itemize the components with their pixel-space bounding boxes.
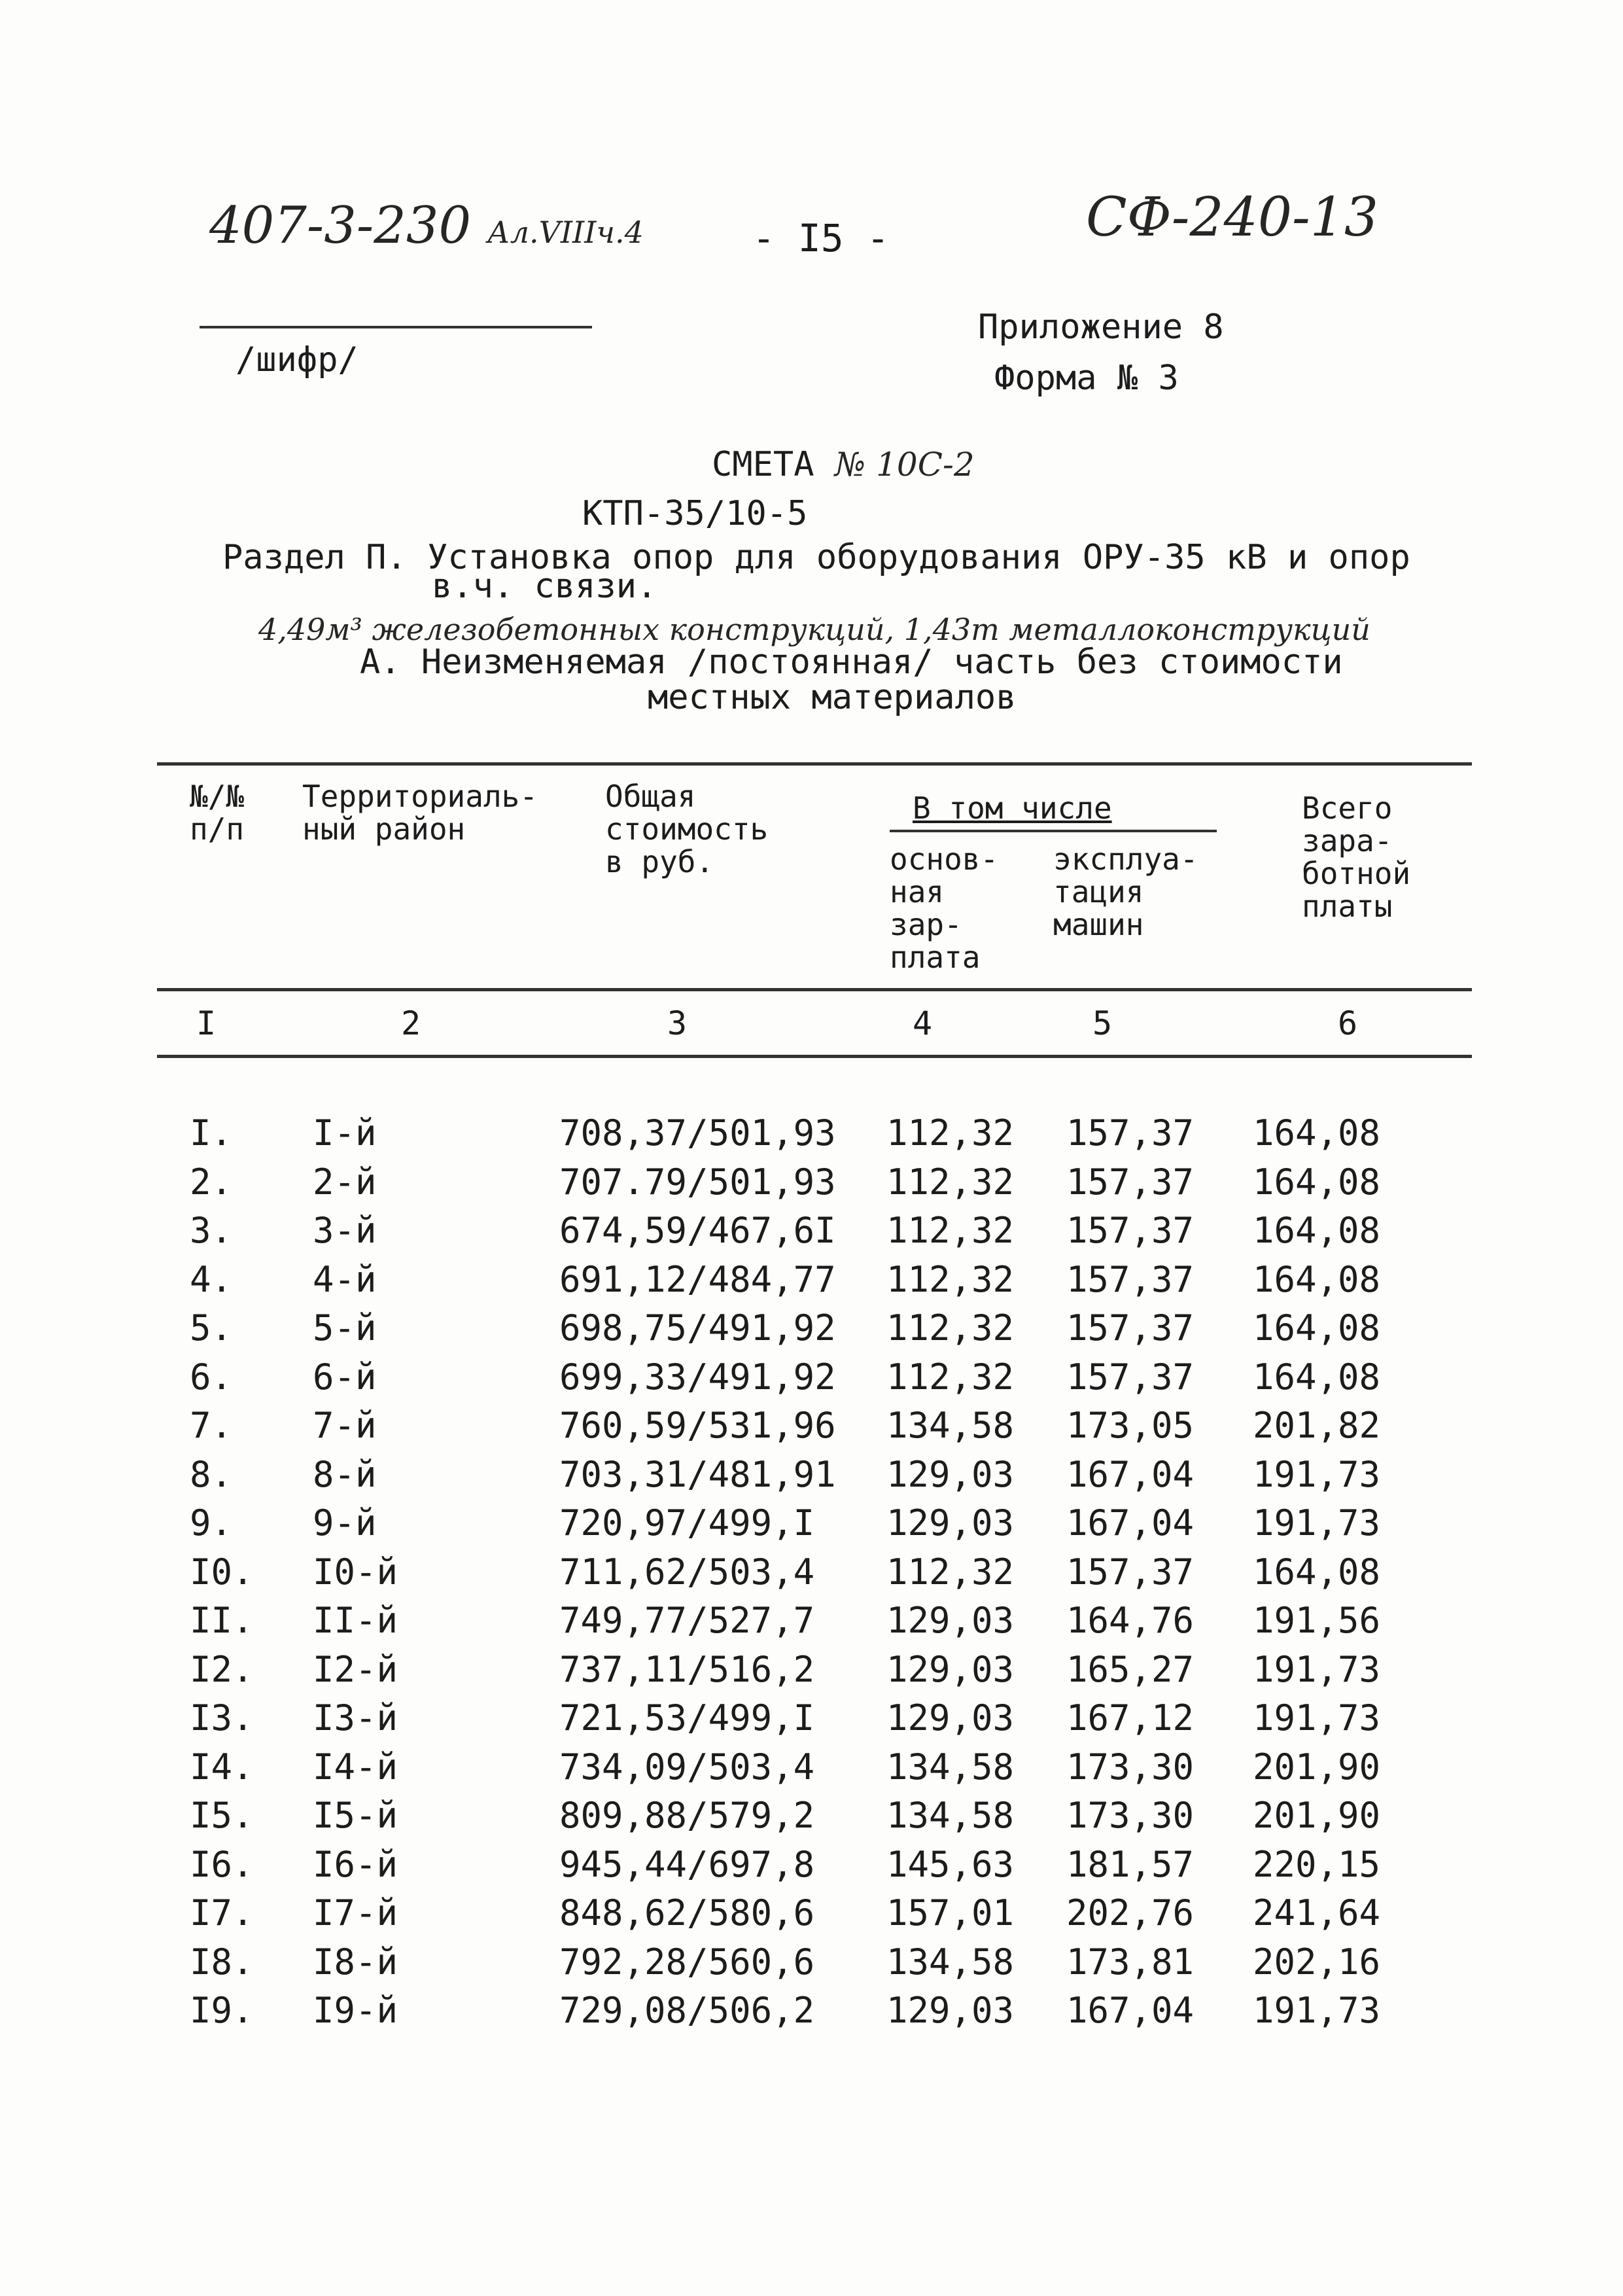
- cell-total-cost: 792,28/560,6: [559, 1941, 815, 1983]
- cell-row-number: 8.: [190, 1453, 233, 1495]
- cell-base-wage: 112,32: [886, 1161, 1015, 1203]
- cell-row-number: I.: [190, 1112, 233, 1154]
- cell-total-cost: 734,09/503,4: [559, 1746, 815, 1788]
- cell-row-number: I3.: [190, 1697, 254, 1739]
- cell-machine-operation: 173,30: [1066, 1746, 1195, 1788]
- cell-total-wage: 164,08: [1253, 1210, 1381, 1251]
- cell-row-number: I5.: [190, 1795, 254, 1836]
- cell-total-cost: 707.79/501,93: [559, 1161, 836, 1203]
- header-col-3: Общая стоимость в руб.: [605, 779, 769, 879]
- cell-machine-operation: 165,27: [1066, 1648, 1195, 1690]
- cell-region: I0-й: [313, 1551, 398, 1593]
- table-row: [0, 1697, 1623, 1746]
- estimate-number: № 10С-2: [834, 446, 975, 484]
- cell-base-wage: 112,32: [886, 1356, 1015, 1398]
- cell-total-wage: 164,08: [1253, 1551, 1381, 1593]
- cell-total-cost: 703,31/481,91: [559, 1453, 836, 1495]
- cell-total-cost: 729,08/506,2: [559, 1990, 815, 2031]
- cell-total-wage: 191,73: [1253, 1453, 1381, 1495]
- cell-region: 3-й: [313, 1210, 377, 1251]
- table-row: [0, 1551, 1623, 1600]
- cell-machine-operation: 157,37: [1066, 1551, 1195, 1593]
- cell-row-number: I2.: [190, 1648, 254, 1690]
- cell-base-wage: 129,03: [886, 1453, 1015, 1495]
- cell-base-wage: 129,03: [886, 1697, 1015, 1739]
- table-row: [0, 1210, 1623, 1258]
- header-col-1: №/№ п/п: [190, 779, 245, 847]
- cell-machine-operation: 167,04: [1066, 1453, 1195, 1495]
- header-group-underline: [890, 830, 1217, 832]
- cell-total-wage: 191,73: [1253, 1648, 1381, 1690]
- cell-machine-operation: 167,04: [1066, 1990, 1195, 2031]
- cell-total-wage: 164,08: [1253, 1307, 1381, 1349]
- cell-row-number: 6.: [190, 1356, 233, 1398]
- column-number-1: I: [196, 1004, 217, 1042]
- appendix-label: Приложение 8: [978, 308, 1224, 347]
- table-top-rule: [157, 762, 1472, 766]
- cell-base-wage: 145,63: [886, 1843, 1015, 1885]
- table-row: [0, 1746, 1623, 1795]
- cell-total-wage: 191,73: [1253, 1697, 1381, 1739]
- cell-total-cost: 720,97/499,I: [559, 1502, 815, 1544]
- estimate-title: [712, 445, 975, 484]
- cell-row-number: II.: [190, 1600, 254, 1641]
- cell-region: 5-й: [313, 1307, 377, 1349]
- shifr-underline: [200, 326, 592, 328]
- cell-machine-operation: 181,57: [1066, 1843, 1195, 1885]
- cell-total-cost: 691,12/484,77: [559, 1258, 836, 1300]
- object-code: КТП-35/10-5: [582, 494, 808, 533]
- column-numbers-rule: [157, 1055, 1472, 1058]
- table-row: [0, 1307, 1623, 1356]
- cell-total-wage: 191,73: [1253, 1502, 1381, 1544]
- cell-total-cost: 674,59/467,6I: [559, 1210, 836, 1251]
- table-row: [0, 1990, 1623, 2038]
- cell-row-number: 3.: [190, 1210, 233, 1251]
- column-number-4: 4: [913, 1004, 933, 1042]
- cell-region: I7-й: [313, 1892, 398, 1934]
- table-row: [0, 1502, 1623, 1551]
- table-row: [0, 1844, 1623, 1892]
- code-left-sub: Ал.VIIIч.4: [487, 215, 644, 250]
- cell-machine-operation: 202,76: [1066, 1892, 1195, 1934]
- cell-base-wage: 112,32: [886, 1210, 1015, 1251]
- part-heading: [360, 645, 1343, 715]
- cell-total-wage: 191,56: [1253, 1600, 1381, 1641]
- form-label: Форма № 3: [994, 359, 1179, 398]
- cell-region: II-й: [313, 1600, 398, 1641]
- cell-total-wage: 191,73: [1253, 1990, 1381, 2031]
- cell-total-wage: 201,90: [1253, 1746, 1381, 1788]
- cell-row-number: I0.: [190, 1551, 254, 1593]
- cell-row-number: I9.: [190, 1990, 254, 2031]
- cell-base-wage: 129,03: [886, 1502, 1015, 1544]
- cell-region: I9-й: [313, 1990, 398, 2031]
- cell-machine-operation: 173,05: [1066, 1405, 1195, 1446]
- cell-total-cost: 737,11/516,2: [559, 1648, 815, 1690]
- cell-row-number: 2.: [190, 1161, 233, 1203]
- cell-base-wage: 134,58: [886, 1941, 1015, 1983]
- cell-total-wage: 164,08: [1253, 1356, 1381, 1398]
- cell-row-number: 4.: [190, 1258, 233, 1300]
- table-row: [0, 1941, 1623, 1990]
- header-col-5: эксплуа- тация машин: [1053, 841, 1198, 942]
- header-col-4: основ- ная зар- плата: [890, 841, 999, 975]
- table-row: [0, 1649, 1623, 1697]
- header-col-6: Всего зара- ботной платы: [1302, 790, 1411, 924]
- cell-total-cost: 809,88/579,2: [559, 1795, 815, 1836]
- part-line-1: А. Неизменяемая /постоянная/ часть без стоимости: [360, 643, 1343, 682]
- cell-machine-operation: 157,37: [1066, 1258, 1195, 1300]
- cell-base-wage: 112,32: [886, 1551, 1015, 1593]
- cell-total-wage: 164,08: [1253, 1161, 1381, 1203]
- cell-base-wage: 134,58: [886, 1746, 1015, 1788]
- cell-region: 6-й: [313, 1356, 377, 1398]
- cell-region: I8-й: [313, 1941, 398, 1983]
- cell-total-wage: 202,16: [1253, 1941, 1381, 1983]
- column-number-3: 3: [667, 1004, 688, 1042]
- cell-total-wage: 201,82: [1253, 1405, 1381, 1446]
- cell-base-wage: 134,58: [886, 1405, 1015, 1446]
- cell-machine-operation: 157,37: [1066, 1356, 1195, 1398]
- cell-region: I6-й: [313, 1843, 398, 1885]
- cell-base-wage: 134,58: [886, 1795, 1015, 1836]
- document-code-right: СФ-240-13: [1086, 186, 1379, 249]
- table-row: [0, 1405, 1623, 1453]
- cell-total-cost: 749,77/527,7: [559, 1600, 815, 1641]
- cell-machine-operation: 173,81: [1066, 1941, 1195, 1983]
- cell-total-cost: 848,62/580,6: [559, 1892, 815, 1934]
- cell-base-wage: 129,03: [886, 1600, 1015, 1641]
- table-row: [0, 1259, 1623, 1307]
- cell-total-wage: 220,15: [1253, 1843, 1381, 1885]
- cell-base-wage: 129,03: [886, 1990, 1015, 2031]
- cell-machine-operation: 157,37: [1066, 1307, 1195, 1349]
- table-row: [0, 1892, 1623, 1941]
- cell-total-cost: 760,59/531,96: [559, 1405, 836, 1446]
- cell-region: I5-й: [313, 1795, 398, 1836]
- table-row: [0, 1356, 1623, 1405]
- shifr-label: /шифр/: [236, 340, 358, 380]
- part-line-2: местных материалов: [648, 678, 1017, 717]
- cell-region: I-й: [313, 1112, 377, 1154]
- column-number-2: 2: [401, 1004, 421, 1042]
- cell-region: 9-й: [313, 1502, 377, 1544]
- cell-row-number: 7.: [190, 1405, 233, 1446]
- cell-region: 7-й: [313, 1405, 377, 1446]
- table-row: [0, 1161, 1623, 1210]
- cell-base-wage: 129,03: [886, 1648, 1015, 1690]
- cell-region: I2-й: [313, 1648, 398, 1690]
- cell-base-wage: 112,32: [886, 1307, 1015, 1349]
- cell-machine-operation: 167,12: [1066, 1697, 1195, 1739]
- cell-total-cost: 698,75/491,92: [559, 1307, 836, 1349]
- table-row: [0, 1112, 1623, 1161]
- cell-region: 4-й: [313, 1258, 377, 1300]
- header-bottom-rule: [157, 988, 1472, 991]
- cell-machine-operation: 157,37: [1066, 1210, 1195, 1251]
- estimate-word: СМЕТА: [712, 445, 814, 484]
- cell-total-cost: 721,53/499,I: [559, 1697, 815, 1739]
- section-heading: [222, 538, 1465, 606]
- cell-row-number: 5.: [190, 1307, 233, 1349]
- header-col-2: Территориаль- ный район: [302, 779, 538, 847]
- table-row: [0, 1795, 1623, 1843]
- cell-total-wage: 241,64: [1253, 1892, 1381, 1934]
- cell-total-wage: 164,08: [1253, 1258, 1381, 1300]
- cell-total-cost: 708,37/501,93: [559, 1112, 836, 1154]
- section-line-1: Раздел П. Установка опор для оборудования ОРУ-35 кВ и опор: [222, 538, 1410, 577]
- cell-total-cost: 699,33/491,92: [559, 1356, 836, 1398]
- handwritten-note: 4,49м³ железобетонных конструкций, 1,43т металлоконструкций: [258, 612, 1370, 647]
- header-group-in-that-number: В том числе: [913, 790, 1112, 826]
- cell-machine-operation: 173,30: [1066, 1795, 1195, 1836]
- table-row: [0, 1600, 1623, 1648]
- cell-machine-operation: 157,37: [1066, 1112, 1195, 1154]
- cell-region: 8-й: [313, 1453, 377, 1495]
- column-number-5: 5: [1092, 1004, 1113, 1042]
- page-number: - I5 -: [752, 216, 890, 260]
- code-left-text: 407-3-230: [209, 196, 472, 255]
- cell-region: I3-й: [313, 1697, 398, 1739]
- cell-row-number: I4.: [190, 1746, 254, 1788]
- cell-total-cost: 711,62/503,4: [559, 1551, 815, 1593]
- cell-row-number: 9.: [190, 1502, 233, 1544]
- cell-region: I4-й: [313, 1746, 398, 1788]
- cell-base-wage: 112,32: [886, 1112, 1015, 1154]
- cell-region: 2-й: [313, 1161, 377, 1203]
- cell-row-number: I6.: [190, 1843, 254, 1885]
- section-line-2: в.ч. связи.: [432, 567, 657, 606]
- cell-machine-operation: 167,04: [1066, 1502, 1195, 1544]
- column-number-6: 6: [1338, 1004, 1358, 1042]
- cell-row-number: I8.: [190, 1941, 254, 1983]
- cell-total-wage: 201,90: [1253, 1795, 1381, 1836]
- table-row: [0, 1454, 1623, 1502]
- cell-machine-operation: 157,37: [1066, 1161, 1195, 1203]
- cell-base-wage: 157,01: [886, 1892, 1015, 1934]
- cell-machine-operation: 164,76: [1066, 1600, 1195, 1641]
- cell-row-number: I7.: [190, 1892, 254, 1934]
- document-code-left: [209, 196, 644, 255]
- cell-base-wage: 112,32: [886, 1258, 1015, 1300]
- cell-total-wage: 164,08: [1253, 1112, 1381, 1154]
- cell-total-cost: 945,44/697,8: [559, 1843, 815, 1885]
